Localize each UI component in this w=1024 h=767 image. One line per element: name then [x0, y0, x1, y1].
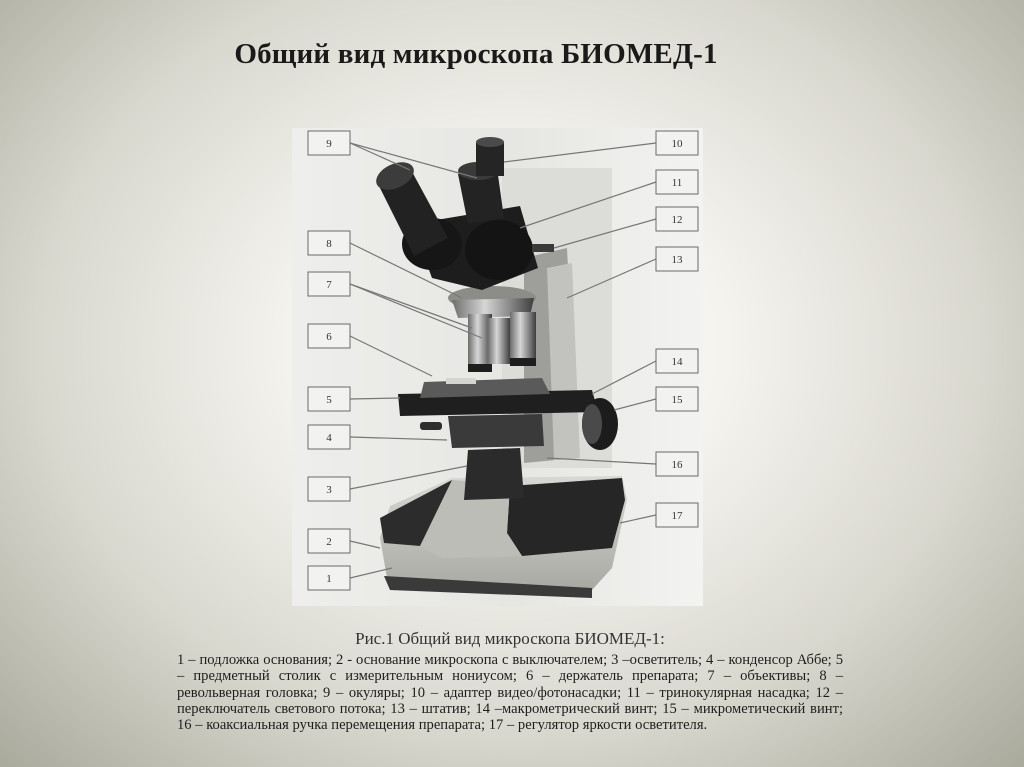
- svg-text:14: 14: [671, 356, 683, 368]
- callout-14: [656, 349, 698, 373]
- callout-17: [656, 503, 698, 527]
- callout-1: [308, 566, 350, 590]
- svg-text:4: 4: [326, 432, 332, 444]
- svg-text:15: 15: [671, 394, 683, 406]
- svg-text:16: 16: [671, 459, 683, 471]
- callout-5: [308, 387, 350, 411]
- svg-text:2: 2: [326, 536, 332, 548]
- microscope-figure: [292, 128, 703, 606]
- callout-16: [656, 452, 698, 476]
- svg-text:7: 7: [326, 279, 332, 291]
- figure-caption-body: 1 – подложка основания; 2 - основание микроскопа с выключателем; 3 –осветитель; 4 – конденсор Аббе; 5 – предметный столик с измерительным нониусом; 6 – держатель препарата; 7 – объективы; 8 – револьверная головка; 9 – окуляры; 10 – адаптер видео/фотонасадки; 11 – тринокулярная насадка; 12 – переключатель светового потока; 13 – штатив; 14 –макрометрический винт; 15 – микрометический винт; 16 – коаксиальная ручка перемещения препарата; 17 – регулятор яркости осветителя.: [177, 652, 843, 734]
- focus-knob: [582, 398, 618, 450]
- callout-3: [308, 477, 350, 501]
- callout-2: [308, 529, 350, 553]
- svg-text:17: 17: [671, 510, 683, 522]
- figure-caption-title: Рис.1 Общий вид микроскопа БИОМЕД-1:: [355, 629, 665, 648]
- svg-text:8: 8: [326, 238, 332, 250]
- callout-4: [308, 425, 350, 449]
- callout-12: [656, 207, 698, 231]
- svg-text:6: 6: [326, 331, 332, 343]
- callout-8: [308, 231, 350, 255]
- svg-text:3: 3: [326, 484, 332, 496]
- callout-11: [656, 170, 698, 194]
- callout-9: [308, 131, 350, 155]
- svg-text:9: 9: [326, 138, 332, 150]
- svg-text:13: 13: [671, 254, 683, 266]
- svg-text:12: 12: [671, 214, 683, 226]
- callout-7: [308, 272, 350, 296]
- svg-text:11: 11: [671, 177, 683, 189]
- slide-title: Общий вид микроскопа БИОМЕД-1: [234, 38, 718, 70]
- callout-13: [656, 247, 698, 271]
- microscope-illustration: [292, 128, 703, 606]
- callout-15: [656, 387, 698, 411]
- svg-text:10: 10: [671, 138, 683, 150]
- callout-6: [308, 324, 350, 348]
- svg-text:5: 5: [326, 394, 332, 406]
- svg-text:1: 1: [326, 573, 332, 585]
- callout-10: [656, 131, 698, 155]
